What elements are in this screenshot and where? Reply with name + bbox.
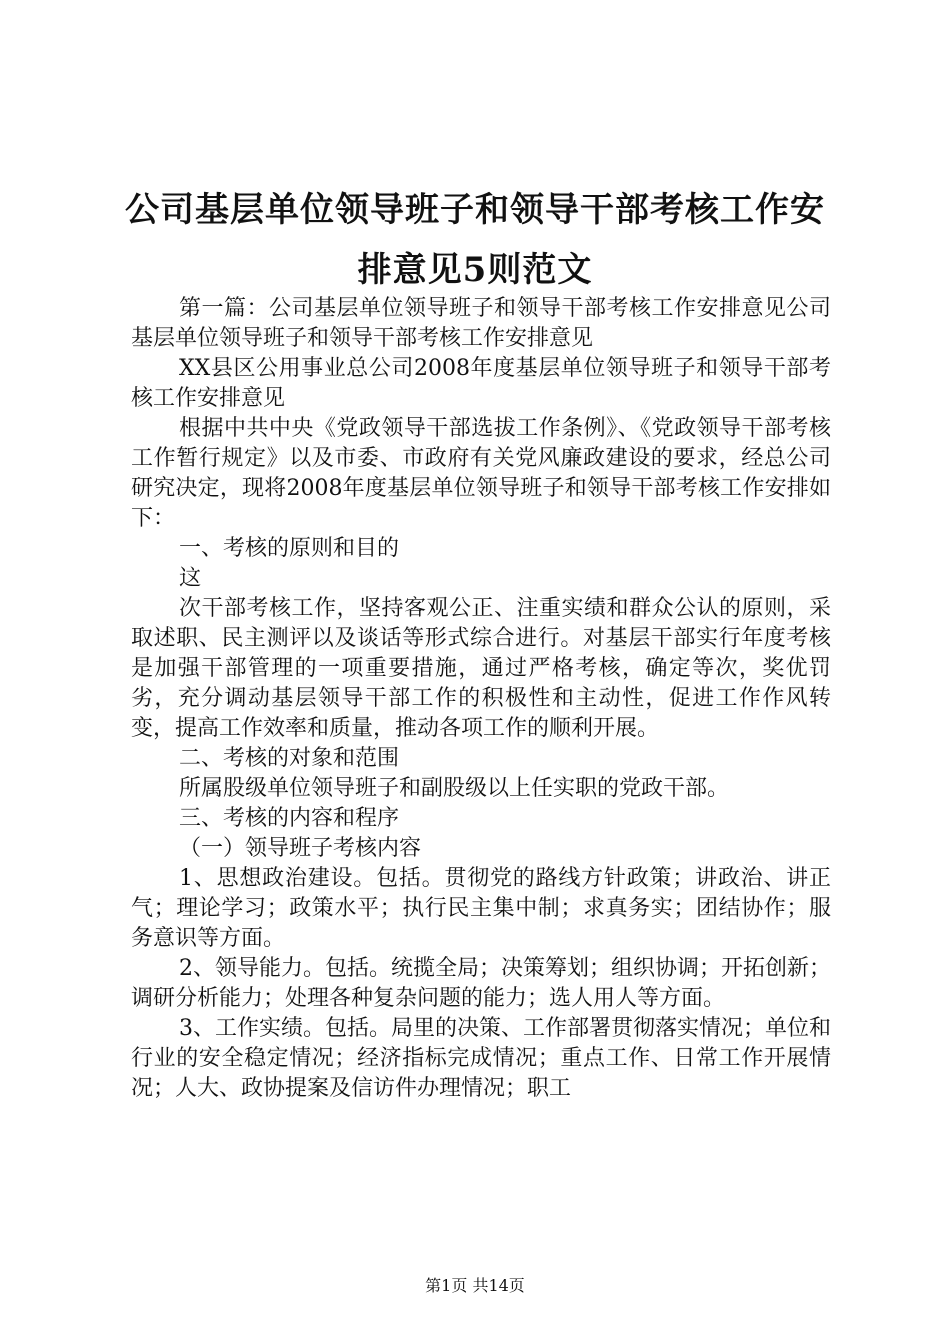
subsection-heading: （一）领导班子考核内容 — [179, 836, 422, 861]
paragraph: 这 — [179, 566, 202, 591]
document-title-line-1: 公司基层单位领导班子和领导干部考核工作安 — [125, 190, 825, 230]
paragraph: XX县区公用事业总公司2008年度基层单位领导班子和领导干部考核工作安排意见 — [131, 356, 831, 411]
page-number-footer: 第1页 共14页 — [425, 1276, 525, 1295]
paragraph: 根据中共中央《党政领导干部选拔工作条例》、《党政领导干部考核工作暂行规定》以及市委、市政府有关党风廉政建设的要求，经总公司研究决定，现将2008年度基层单位领导班子和领导干部考核工作安排如下： — [131, 416, 831, 531]
paragraph: 所属股级单位领导班子和副股级以上任实职的党政干部。 — [179, 776, 730, 801]
section-heading: 二、考核的对象和范围 — [179, 746, 400, 771]
section-heading: 三、考核的内容和程序 — [179, 806, 400, 831]
document-title-line-2: 排意见5则范文 — [357, 250, 593, 290]
paragraph: 次干部考核工作，坚持客观公正、注重实绩和群众公认的原则，采取述职、民主测评以及谈话等形式综合进行。对基层干部实行年度考核是加强干部管理的一项重要措施，通过严格考核，确定等次，奖优罚劣，充分调动基层领导干部工作的积极性和主动性，促进工作作风转变，提高工作效率和质量，推动各项工作的顺利开展。 — [131, 596, 831, 741]
paragraph: 第一篇：公司基层单位领导班子和领导干部考核工作安排意见公司基层单位领导班子和领导干部考核工作安排意见 — [131, 296, 831, 351]
document-body — [131, 294, 831, 1104]
section-heading: 一、考核的原则和目的 — [179, 536, 400, 561]
paragraph: 1、思想政治建设。包括。贯彻党的路线方针政策；讲政治、讲正气；理论学习；政策水平；执行民主集中制；求真务实；团结协作；服务意识等方面。 — [131, 866, 831, 951]
paragraph: 2、领导能力。包括。统揽全局；决策筹划；组织协调；开拓创新；调研分析能力；处理各种复杂问题的能力；选人用人等方面。 — [131, 956, 831, 1011]
paragraph: 3、工作实绩。包括。局里的决策、工作部署贯彻落实情况；单位和行业的安全稳定情况；经济指标完成情况；重点工作、日常工作开展情况；人大、政协提案及信访件办理情况；职工 — [131, 1016, 831, 1101]
